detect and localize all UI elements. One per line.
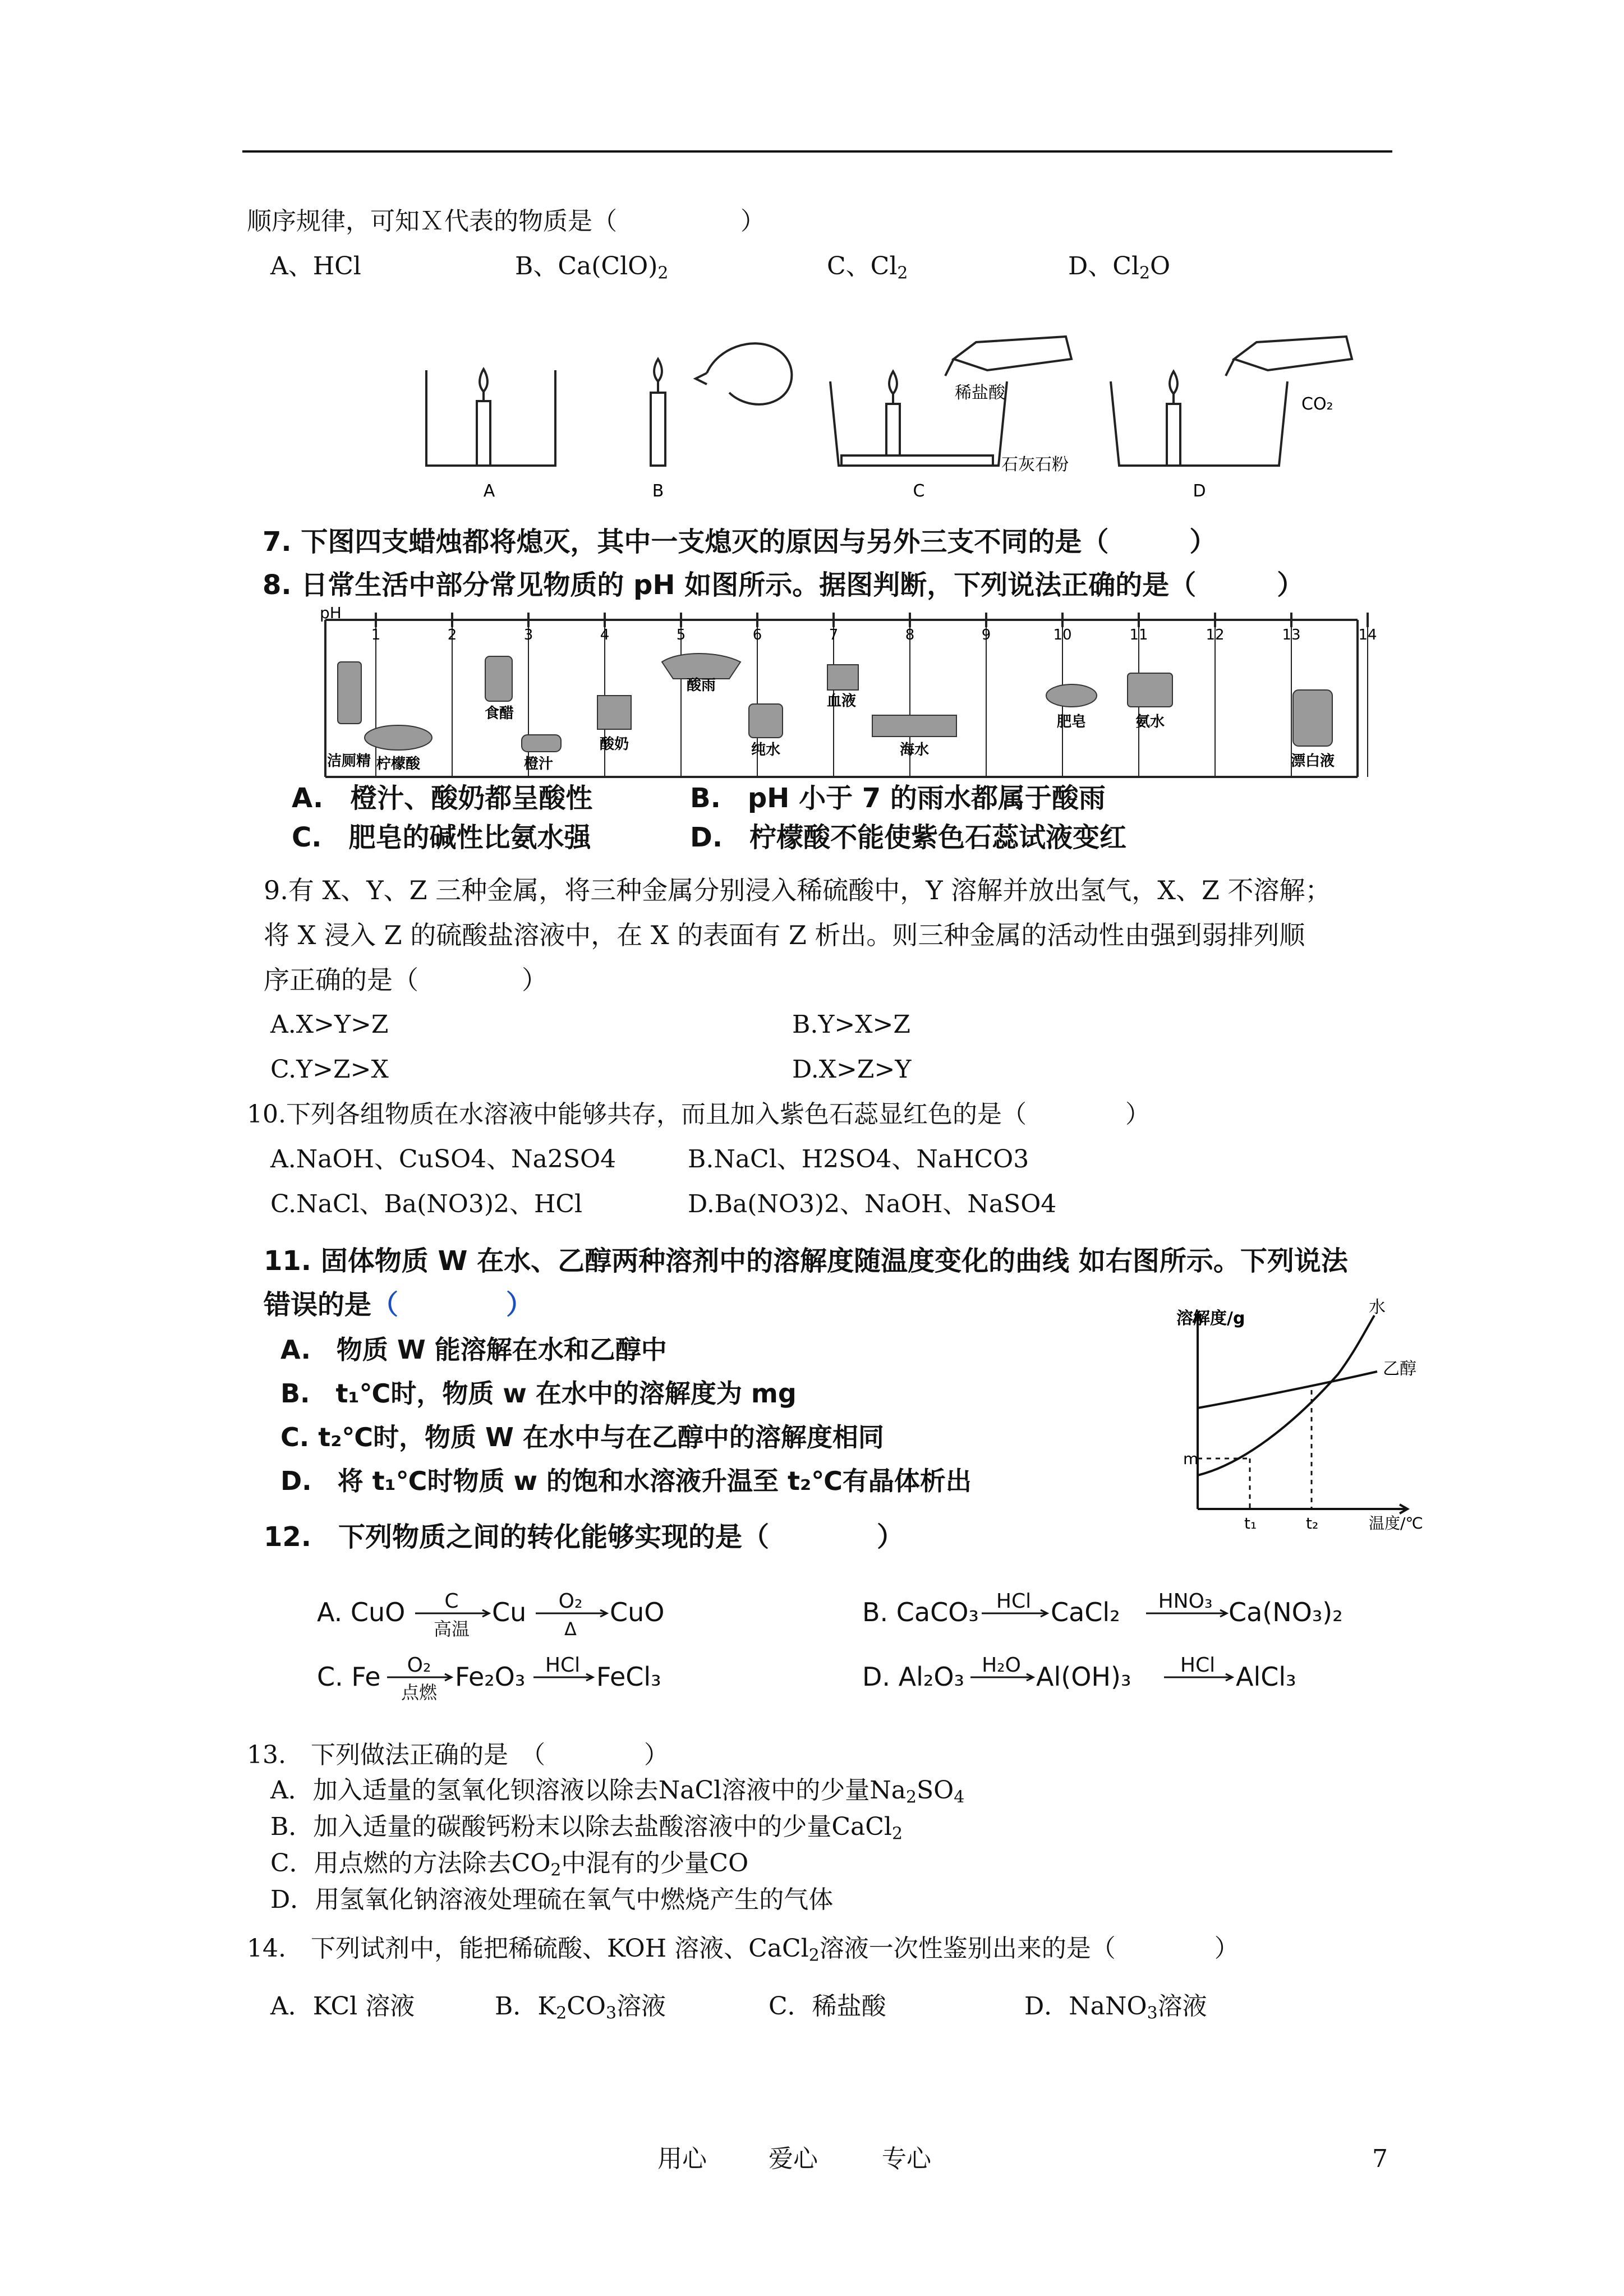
q10-option-d: D.Ba(NO3)2、NaOH、NaSO4 xyxy=(688,1190,1057,1218)
q12-b-r1-top: HCl xyxy=(996,1590,1032,1613)
q12-b-end: Ca(NO₃)₂ xyxy=(1229,1597,1343,1627)
q13-option-c: C．用点燃的方法除去$CO_2$中混有的少量CO xyxy=(270,1849,749,1880)
q11-option-a: A. 物质 W 能溶解在水和乙醇中 xyxy=(280,1335,667,1365)
ph-tick-label: 3 xyxy=(523,627,533,643)
ph-figure xyxy=(314,604,1377,788)
q12-c-mid: Fe₂O₃ xyxy=(455,1662,526,1692)
q13-option-b: B．加入适量的碳酸钙粉末以除去盐酸溶液中的少量CaCl$_2$ xyxy=(270,1812,903,1844)
q9-line3: 序正确的是（ ） xyxy=(264,965,548,995)
q14-option-d: D．NaNO$_3$溶液 xyxy=(1024,1992,1207,2023)
q9-line1: 9.有 X、Y、Z 三种金属，将三种金属分别浸入稀硫酸中，Y 溶解并放出氢气，X、Z 不溶解； xyxy=(264,875,1331,905)
q12-b-r2-top: HNO₃ xyxy=(1158,1590,1213,1613)
q11-option-c: C. t₂℃时，物质 W 在水中与在乙醇中的溶解度相同 xyxy=(280,1422,884,1452)
q12-a-r1-top: C xyxy=(444,1590,459,1613)
figure-label-c: C xyxy=(913,481,925,501)
ph-tick-label: 10 xyxy=(1053,627,1072,643)
q10-option-a: A.NaOH、CuSO4、Na2SO4 xyxy=(270,1145,617,1174)
q14-stem: 14. 下列试剂中，能把稀硫酸、KOH 溶液、CaCl$_2$溶液一次性鉴别出来的是（ ） xyxy=(247,1934,1239,1966)
q12-d-end: AlCl₃ xyxy=(1236,1662,1296,1692)
q12-a-start: A. CuO xyxy=(317,1597,406,1627)
ph-item-label: 氨水 xyxy=(1135,714,1165,730)
q14-option-b: B．$K_2CO_3$溶液 xyxy=(495,1992,666,2023)
q12-c-r1-top: O₂ xyxy=(407,1654,431,1677)
footer-motto-1: 用心 xyxy=(657,2145,707,2173)
header-rule xyxy=(242,150,1392,153)
q12-c-end: FeCl₃ xyxy=(596,1662,661,1692)
q14-option-a: A．KCl 溶液 xyxy=(270,1992,415,2021)
q12-stem: 12. 下列物质之间的转化能够实现的是（ ） xyxy=(264,1521,904,1553)
graph-ethanol-label: 乙醇 xyxy=(1383,1359,1416,1379)
q12-b-start: B. CaCO₃ xyxy=(862,1597,979,1627)
footer-motto-3: 专心 xyxy=(882,2145,931,2173)
q7-stem: 7. 下图四支蜡烛都将熄灭，其中一支熄灭的原因与另外三支不同的是（ ） xyxy=(263,526,1217,558)
q13-option-d: D．用氢氧化钠溶液处理硫在氧气中燃烧产生的气体 xyxy=(270,1885,834,1914)
ph-tick-label: 13 xyxy=(1282,627,1301,643)
water-curve xyxy=(1198,1315,1374,1475)
q9-option-d: D.X>Z>Y xyxy=(792,1055,912,1084)
q9-option-c: C.Y>Z>X xyxy=(270,1055,389,1084)
q11-option-d: D. 将 t₁℃时物质 w 的饱和水溶液升温至 t₂℃有晶体析出 xyxy=(280,1466,972,1496)
ph-item-label: 洁厕精 xyxy=(326,753,371,770)
graph-t1-label: t₁ xyxy=(1244,1514,1257,1533)
ph-tick-label: 11 xyxy=(1129,627,1148,643)
q12-a-r2-bot: Δ xyxy=(564,1618,577,1640)
q6-option-a: A、HCl xyxy=(270,252,361,280)
q14-option-c: C．稀盐酸 xyxy=(769,1992,886,2021)
figure-label-b: B xyxy=(652,481,664,501)
ph-item-label: 血液 xyxy=(826,693,857,710)
ph-item-label: 纯水 xyxy=(751,742,781,758)
q12-a-r2-top: O₂ xyxy=(558,1590,583,1613)
q11-line2: 错误的是（ ） xyxy=(264,1289,533,1320)
q12-d-r2-top: HCl xyxy=(1180,1654,1216,1677)
q8-stem: 8. 日常生活中部分常见物质的 pH 如图所示。据图判断，下列说法正确的是（ ） xyxy=(263,569,1304,601)
q13-stem: 13. 下列做法正确的是 （ ） xyxy=(247,1741,669,1769)
q10-option-c: C.NaCl、Ba(NO3)2、HCl xyxy=(270,1190,583,1218)
q9-option-a: A.X>Y>Z xyxy=(270,1010,389,1039)
ph-tick-label: 8 xyxy=(905,627,915,643)
ph-tick-label: 9 xyxy=(981,627,991,643)
limestone-label: 石灰石粉 xyxy=(1001,455,1069,475)
ph-tick-label: 1 xyxy=(371,627,381,643)
solubility-graph xyxy=(1175,1297,1428,1537)
q12-c-r1-bot: 点燃 xyxy=(401,1682,438,1703)
q11-line1: 11. 固体物质 W 在水、乙醇两种溶剂中的溶解度随温度变化的曲线 如右图所示。下列说法 xyxy=(264,1245,1348,1277)
q8-option-b: B. pH 小于 7 的雨水都属于酸雨 xyxy=(690,783,1106,814)
ph-tick-label: 6 xyxy=(752,627,762,643)
q12-a-r1-bot: 高温 xyxy=(433,1618,470,1640)
ph-item-label: 酸雨 xyxy=(686,677,716,694)
q8-option-a: A. 橙汁、酸奶都呈酸性 xyxy=(292,783,593,814)
q12-d-mid: Al(OH)₃ xyxy=(1036,1662,1131,1692)
q12-c-start: C. Fe xyxy=(317,1662,381,1692)
q12-a-end: CuO xyxy=(610,1597,665,1627)
ph-item-label: 柠檬酸 xyxy=(376,756,421,772)
candles-figure xyxy=(314,325,1358,516)
q12-d-start: D. Al₂O₃ xyxy=(862,1662,965,1692)
ph-item-label: 橙汁 xyxy=(523,756,554,772)
q11-option-b: B. t₁℃时，物质 w 在水中的溶解度为 mg xyxy=(280,1378,797,1409)
ph-tick-label: 14 xyxy=(1358,627,1377,643)
graph-t2-label: t₂ xyxy=(1306,1514,1319,1533)
q10-option-b: B.NaCl、H2SO4、NaHCO3 xyxy=(688,1145,1029,1174)
ph-tick-label: 2 xyxy=(447,627,457,643)
ph-item-label: 食醋 xyxy=(484,705,514,722)
graph-ylabel: 溶解度/g xyxy=(1176,1309,1245,1328)
q6-option-c: C、$Cl_2$ xyxy=(827,252,908,283)
q12-b-mid: CaCl₂ xyxy=(1051,1597,1120,1627)
ethanol-curve xyxy=(1198,1372,1377,1408)
q10-stem: 10.下列各组物质在水溶液中能够共存，而且加入紫色石蕊显红色的是（ ） xyxy=(247,1100,1150,1129)
q13-option-a: A．加入适量的氢氧化钡溶液以除去NaCl溶液中的少量$Na_2SO_4$ xyxy=(270,1776,965,1807)
q12-a-mid: Cu xyxy=(492,1597,527,1627)
q8-option-d: D. 柠檬酸不能使紫色石蕊试液变红 xyxy=(690,822,1127,853)
graph-water-label: 水 xyxy=(1369,1297,1386,1317)
page-number: 7 xyxy=(1372,2145,1388,2173)
q12-reactions xyxy=(311,1571,1411,1711)
q6-option-d: D、$Cl_2O$ xyxy=(1068,252,1171,283)
q6-stem: 顺序规律，可知Ｘ代表的物质是（ ） xyxy=(247,207,765,236)
figure-label-a: A xyxy=(483,481,495,501)
hcl-label: 稀盐酸 xyxy=(955,383,1005,403)
ph-item-label: 海水 xyxy=(899,742,930,758)
co2-label: CO₂ xyxy=(1301,394,1333,414)
footer-motto-2: 爱心 xyxy=(769,2145,818,2173)
ph-tick-label: 4 xyxy=(600,627,610,643)
ph-item-label: 漂白液 xyxy=(1290,753,1335,770)
q6-option-b: B、$Ca(ClO)_2$ xyxy=(515,252,669,283)
ph-axis-label: pH xyxy=(320,604,342,622)
q12-d-r1-top: H₂O xyxy=(982,1654,1021,1677)
q12-c-r2-top: HCl xyxy=(545,1654,581,1677)
ph-item-label: 肥皂 xyxy=(1056,714,1087,730)
figure-label-d: D xyxy=(1193,481,1206,501)
graph-xlabel: 温度/℃ xyxy=(1369,1514,1423,1533)
ph-tick-label: 12 xyxy=(1206,627,1225,643)
q9-line2: 将 X 浸入 Z 的硫酸盐溶液中，在 X 的表面有 Z 析出。则三种金属的活动性由强到弱排列顺 xyxy=(264,920,1305,950)
ph-item-label: 酸奶 xyxy=(599,736,629,753)
ph-tick-label: 7 xyxy=(829,627,839,643)
ph-tick-label: 5 xyxy=(676,627,686,643)
q8-option-c: C. 肥皂的碱性比氨水强 xyxy=(292,822,591,853)
graph-m-label: m xyxy=(1183,1450,1199,1468)
q9-option-b: B.Y>X>Z xyxy=(792,1010,910,1039)
